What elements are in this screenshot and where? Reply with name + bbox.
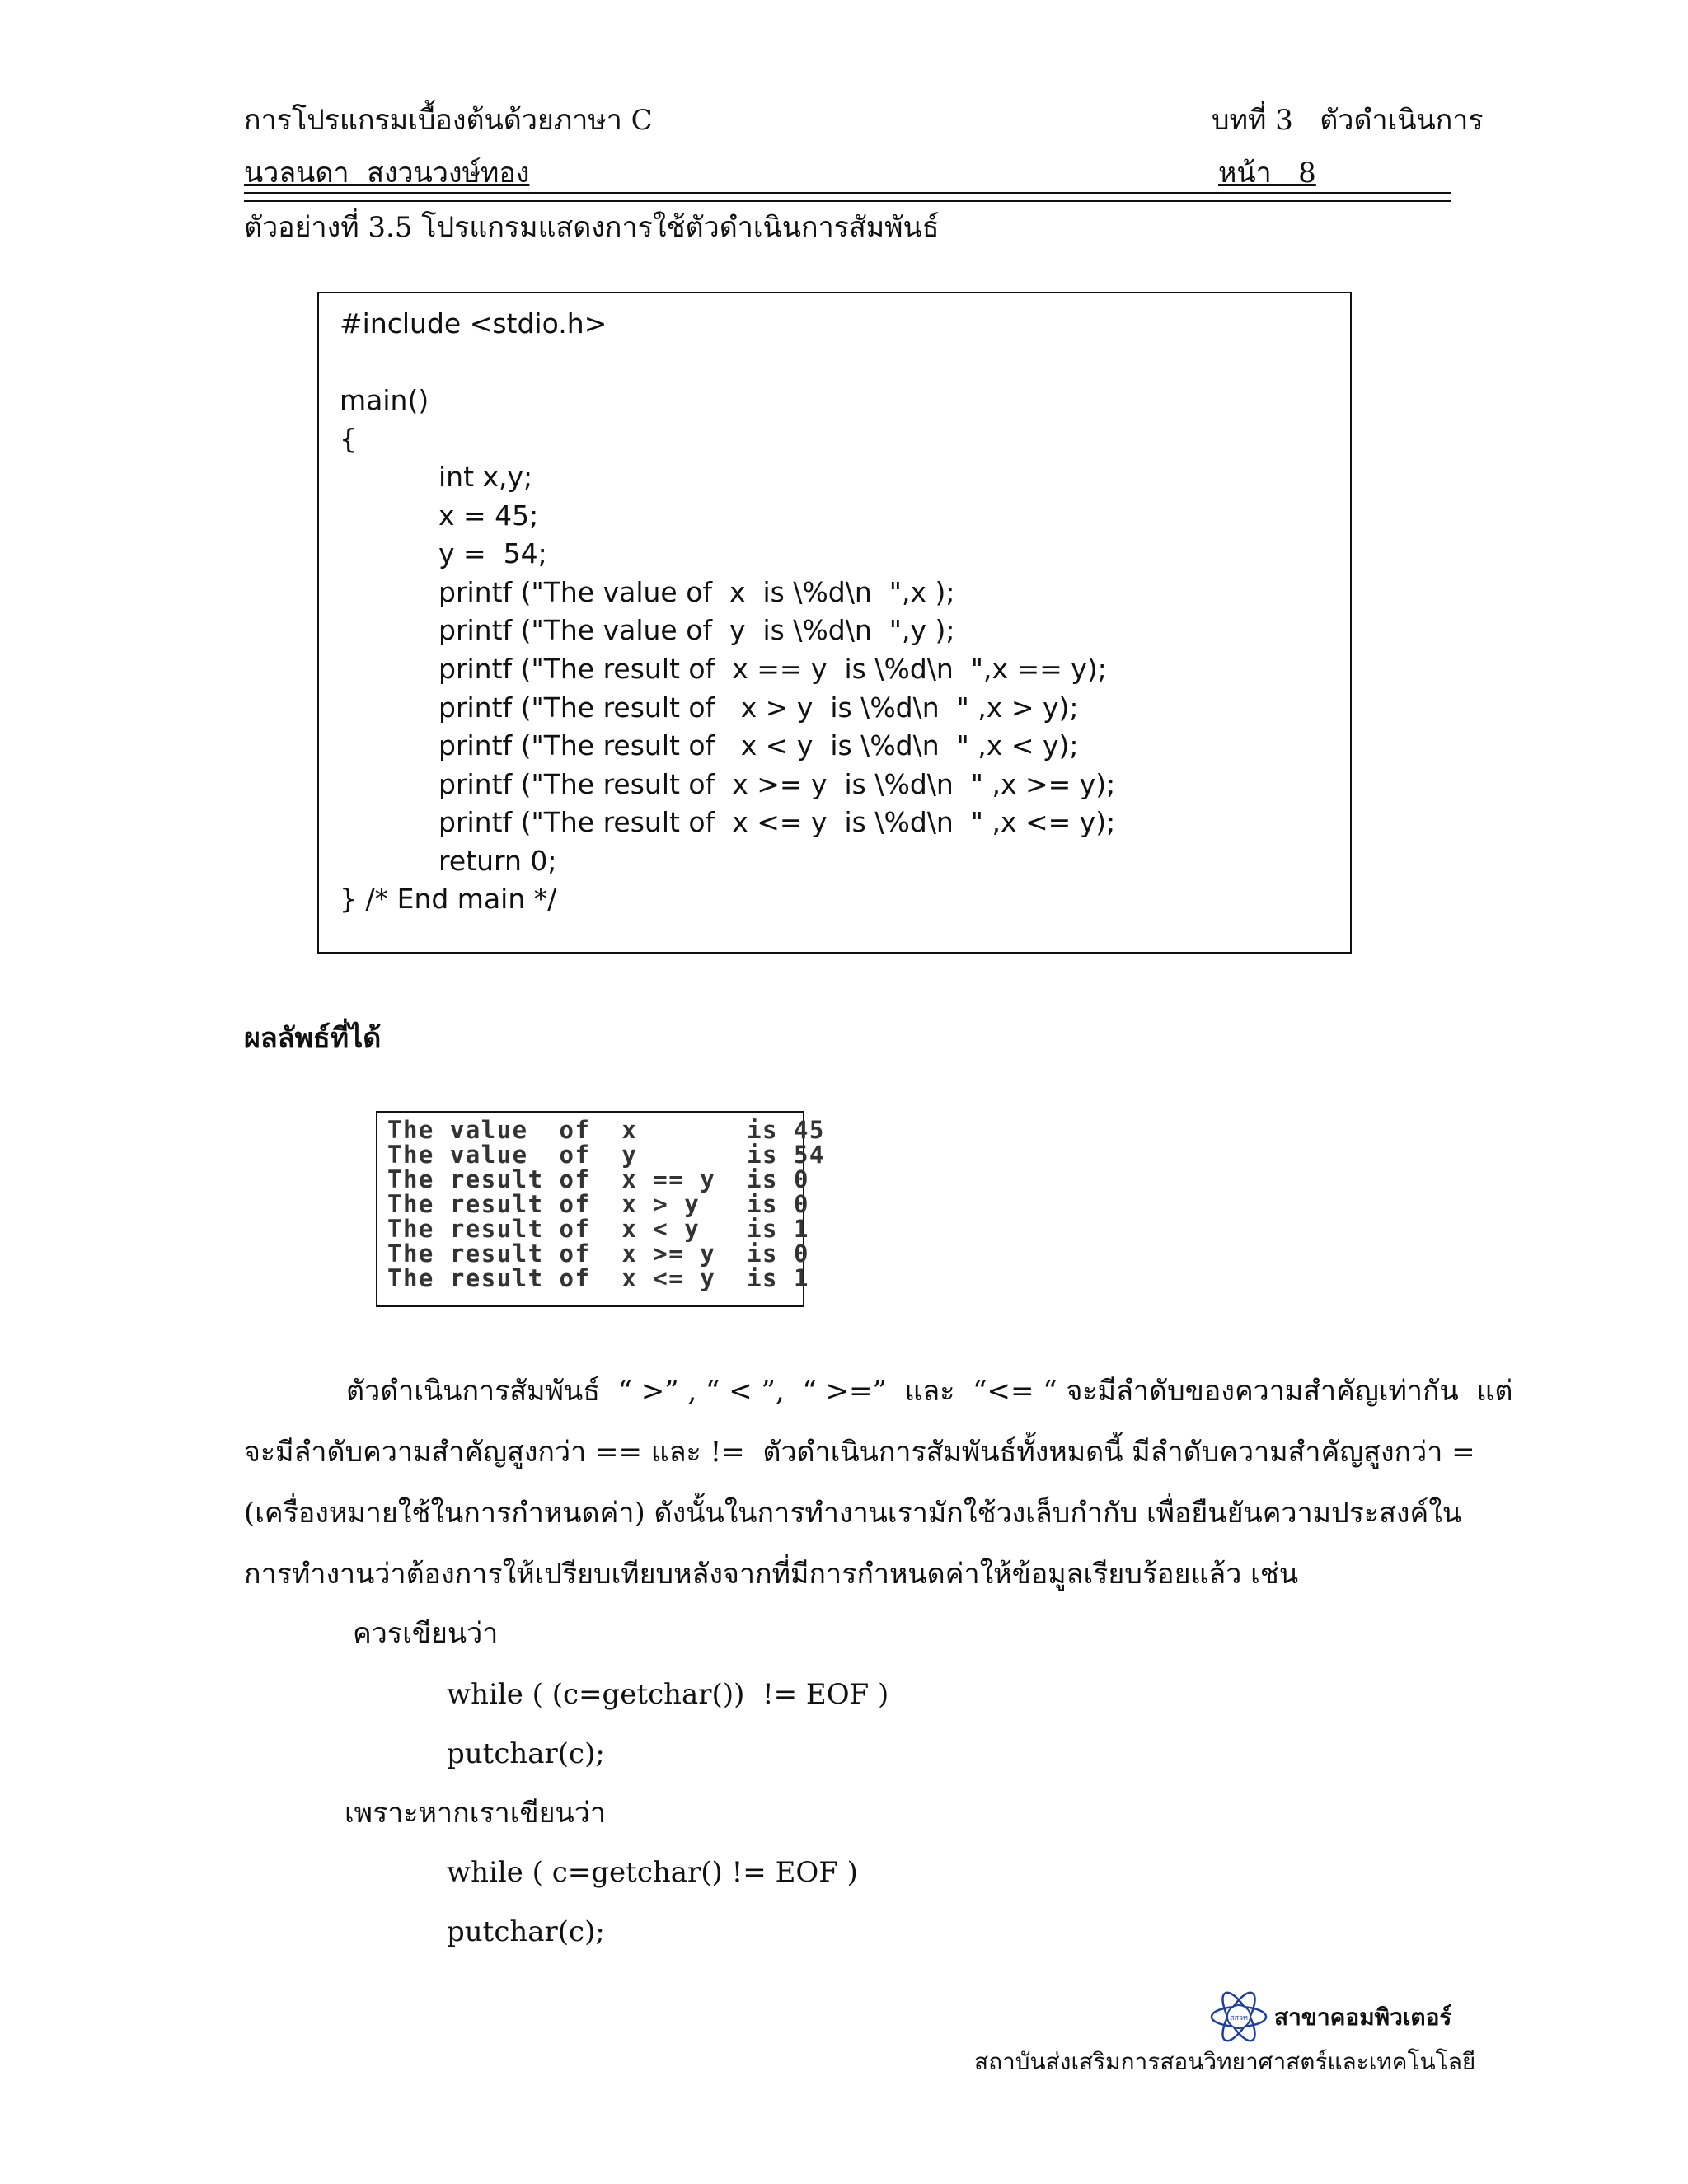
- code-line: return 0;: [438, 845, 557, 877]
- paragraph-line: การทำงานว่าต้องการให้เปรียบเทียบหลังจากที่มีการกำหนดค่าให้ข้อมูลเรียบร้อยแล้ว เช่น: [244, 1558, 1299, 1591]
- good-code-line: while ( (c=getchar()) != EOF ): [447, 1678, 889, 1711]
- code-line: y = 54;: [438, 537, 547, 569]
- example-caption: ตัวอย่างที่ 3.5 โปรแกรมแสดงการใช้ตัวดำเนินการสัมพันธ์: [244, 211, 940, 244]
- output-line: The value of x is 45: [387, 1116, 825, 1144]
- header-page-number: หน้า 8: [1218, 157, 1316, 190]
- code-line: printf ("The result of x > y is \%d\n " ,x > y);: [438, 691, 1079, 724]
- program-output-box: [376, 1111, 825, 1307]
- code-line: main(): [340, 384, 429, 416]
- because-text: เพราะหากเราเขียนว่า: [345, 1797, 606, 1830]
- should-write-text: ควรเขียนว่า: [353, 1617, 499, 1650]
- code-line: #include <stdio.h>: [340, 307, 607, 340]
- good-code-line: putchar(c);: [447, 1737, 605, 1770]
- header-chapter-title: บทที่ 3 ตัวดำเนินการ: [1212, 104, 1484, 137]
- footer-institute: สถาบันส่งเสริมการสอนวิทยาศาสตร์และเทคโนโลยี: [974, 2048, 1476, 2075]
- header-author: นวลนดา สงวนวงษ์ทอง: [244, 157, 530, 190]
- code-line: printf ("The result of x >= y is \%d\n " ,x >= y);: [438, 768, 1116, 800]
- code-line: printf ("The value of x is \%d\n ",x );: [438, 576, 955, 608]
- paragraph-line: (เครื่องหมายใช้ในการกำหนดค่า) ดังนั้นในการทำงานเรามักใช้วงเล็บกำกับ เพื่อยืนยันความประสงค์ใน: [244, 1497, 1462, 1530]
- output-line: The result of x <= y is 1: [387, 1264, 809, 1292]
- code-line: printf ("The result of x == y is \%d\n ",x == y);: [438, 653, 1107, 685]
- header-rule-thick: [244, 192, 1451, 194]
- code-line: printf ("The value of y is \%d\n ",y );: [438, 614, 955, 646]
- code-line: x = 45;: [438, 499, 539, 532]
- header-book-title: การโปรแกรมเบื้องต้นด้วยภาษา C: [244, 104, 653, 137]
- code-line: printf ("The result of x < y is \%d\n " ,x < y);: [438, 729, 1079, 762]
- code-line: int x,y;: [438, 461, 533, 493]
- output-line: The result of x < y is 1: [387, 1215, 809, 1243]
- bad-code-line: putchar(c);: [447, 1915, 605, 1948]
- output-line: The result of x >= y is 0: [387, 1240, 809, 1268]
- logo-text: สสวท: [1230, 2014, 1248, 2022]
- paragraph-line: ตัวดำเนินการสัมพันธ์ “ >” , “ < ”, “ >=” และ “<= “ จะมีลำดับของความสำคัญเท่ากัน แต่: [346, 1375, 1513, 1408]
- result-heading: ผลลัพธ์ที่ได้: [244, 1022, 382, 1055]
- output-line: The value of y is 54: [387, 1141, 825, 1169]
- output-line: The result of x == y is 0: [387, 1165, 809, 1193]
- code-line: printf ("The result of x <= y is \%d\n " ,x <= y);: [438, 806, 1116, 838]
- code-line: } /* End main */: [340, 883, 557, 915]
- footer-department: สาขาคอมพิวเตอร์: [1274, 2004, 1452, 2031]
- institute-logo-icon: [1210, 1988, 1268, 2046]
- output-line: The result of x > y is 0: [387, 1190, 809, 1218]
- bad-code-line: while ( c=getchar() != EOF ): [447, 1856, 858, 1889]
- paragraph-line: จะมีลำดับความสำคัญสูงกว่า == และ != ตัวดำเนินการสัมพันธ์ทั้งหมดนี้ มีลำดับความสำคัญสูงกว่า =: [244, 1436, 1475, 1469]
- code-line: {: [340, 423, 357, 455]
- code-listing-box: [317, 292, 1352, 954]
- header-rule-thin: [244, 200, 1451, 202]
